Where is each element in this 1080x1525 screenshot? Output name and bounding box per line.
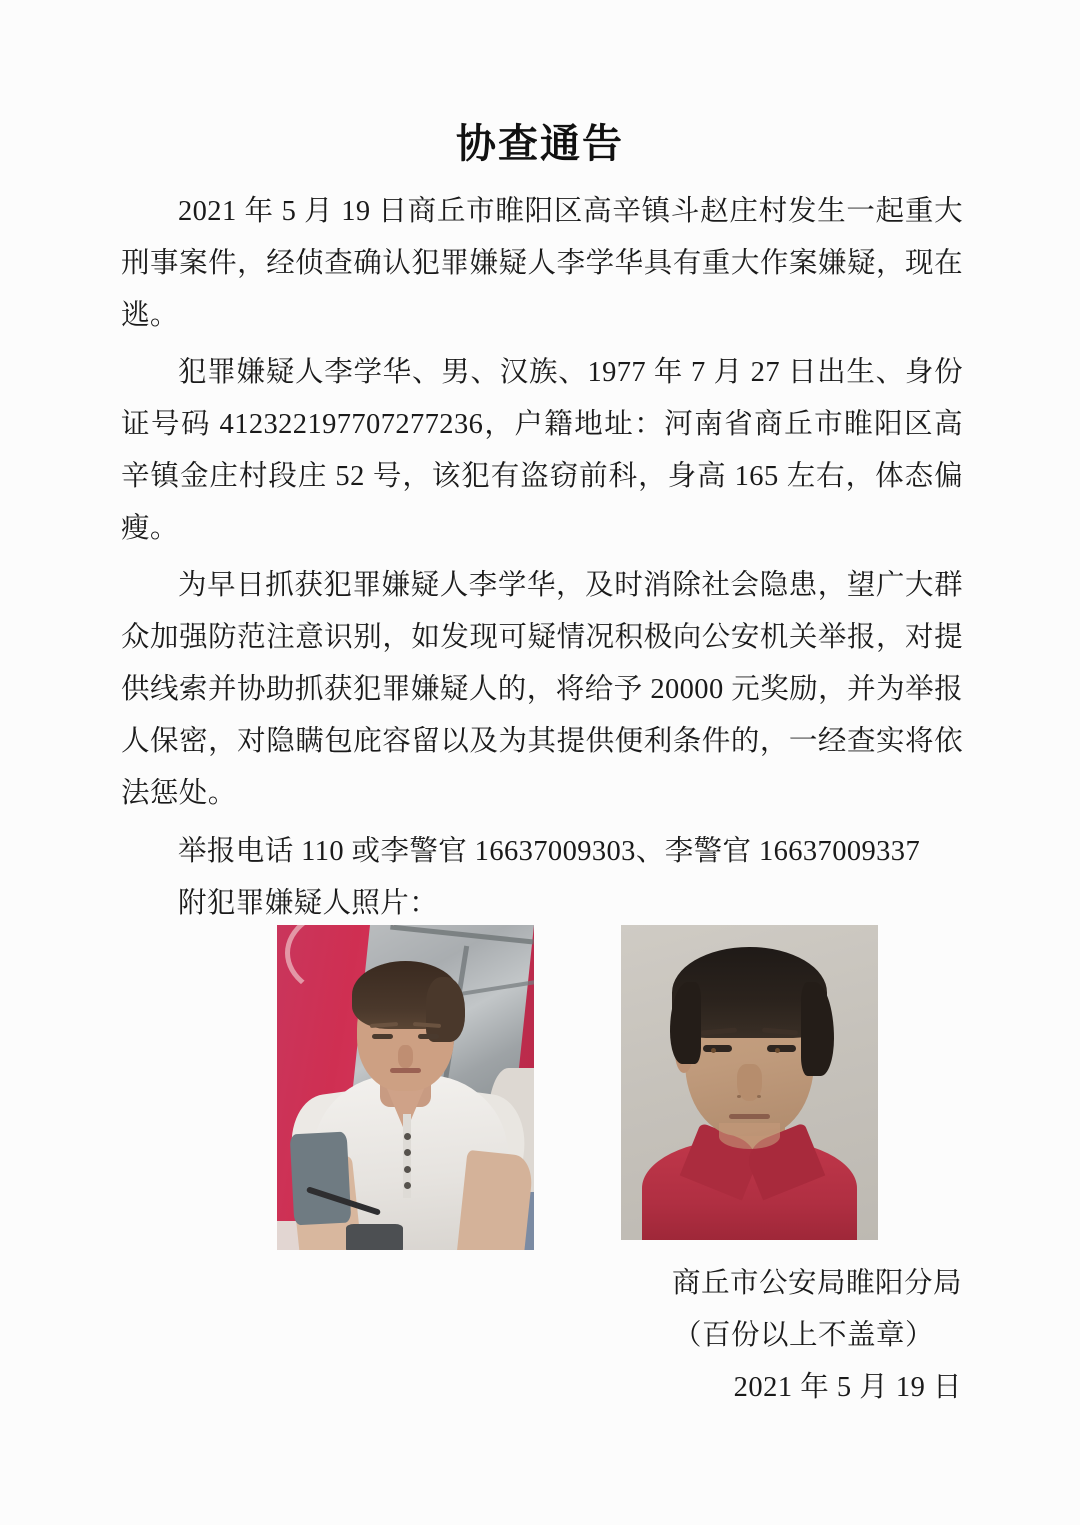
photo-mouth (390, 1068, 421, 1073)
issue-date: 2021 年 5 月 19 日 (733, 1372, 962, 1403)
photo-nostril-left (737, 1095, 741, 1098)
photo-eye-left (372, 1034, 393, 1039)
signature-block (672, 1258, 962, 1414)
document-body (121, 186, 963, 930)
photo-shirt-button (404, 1182, 411, 1189)
photo-chin (719, 1123, 781, 1148)
paragraph-suspect-identity: 犯罪嫌疑人李学华、男、汉族、1977 年 7 月 27 日出生、身份证号码 412322197707277236，户籍地址：河南省商丘市睢阳区高辛镇金庄村段庄 52 号，该犯有盗窃前科，身高 165 左右，体态偏瘦。 (121, 357, 963, 544)
photo-hair-side (426, 977, 465, 1042)
photo-shirt-button (404, 1166, 411, 1173)
suspect-photo-candid (277, 925, 534, 1250)
photo-iris-left (711, 1048, 716, 1053)
photo-eye-left (703, 1045, 731, 1052)
photo-bp-cuff (290, 1132, 351, 1226)
paragraph-reward-and-warning: 为早日抓获犯罪嫌疑人李学华，及时消除社会隐患，望广大群众加强防范注意识别，如发现可疑情况积极向公安机关举报，对提供线索并协助抓获犯罪嫌疑人的，将给予 20000 元奖励，并为举报人保密，对隐瞒包庇容留以及为其提供便利条件的，一经查实将依法惩处。 (121, 570, 963, 809)
seal-note: （百份以上不盖章） (672, 1320, 934, 1351)
photo-arm-right (457, 1149, 534, 1250)
photo-eye-right (418, 1034, 439, 1039)
paragraph-case-summary: 2021 年 5 月 19 日商丘市睢阳区高辛镇斗赵庄村发生一起重大刑事案件，经侦查确认犯罪嫌疑人李学华具有重大作案嫌疑，现在逃。 (121, 196, 963, 331)
page-title: 协查通告 (456, 121, 624, 167)
photo-device (346, 1224, 403, 1250)
photo-nose (398, 1045, 413, 1068)
issuing-organization: 商丘市公安局睢阳分局 (671, 1268, 962, 1299)
suspect-photo-id (621, 925, 878, 1240)
tip-hotline-line: 举报电话 110 或李警官 16637009303、李警官 16637009337 (178, 836, 921, 867)
photo-eye-right (767, 1045, 795, 1052)
photo-mouth (729, 1114, 770, 1119)
photo-caption: 附犯罪嫌疑人照片： (178, 888, 439, 919)
